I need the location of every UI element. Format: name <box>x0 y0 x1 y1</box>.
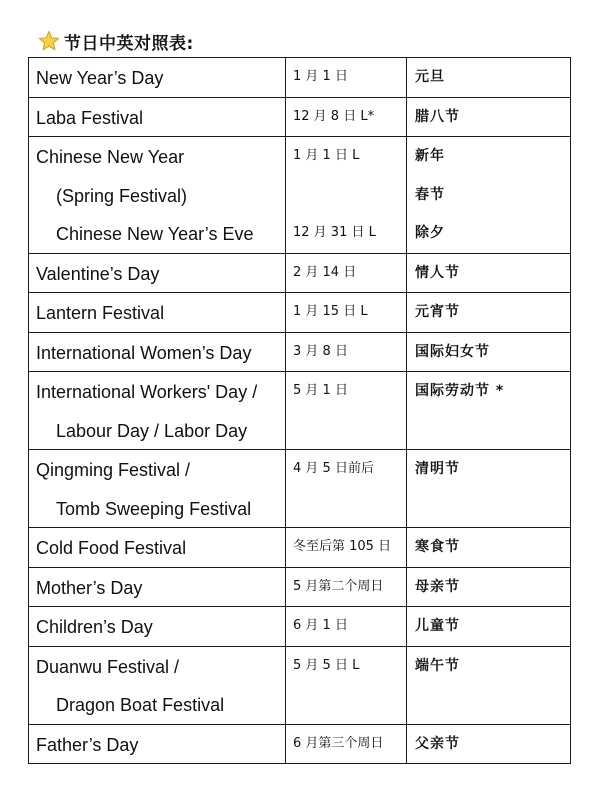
chinese-name-cell <box>407 450 571 528</box>
english-name-cell <box>29 293 286 333</box>
date-text: 6 月第三个周日 <box>293 735 384 751</box>
date-text: 12 月 8 日 L* <box>293 108 375 124</box>
english-name: Tomb Sweeping Festival <box>56 498 252 519</box>
table-row <box>29 58 571 98</box>
chinese-name <box>407 685 570 724</box>
table-row <box>29 372 571 450</box>
page-title: 节日中英对照表: <box>64 33 194 54</box>
date-cell <box>286 567 407 607</box>
english-name: Chinese New Year’s Eve <box>56 224 254 244</box>
chinese-name: 端午节 <box>415 657 460 674</box>
date-text <box>286 489 406 528</box>
english-name: Mother’s Day <box>36 577 143 598</box>
chinese-name-cell <box>407 137 571 254</box>
date-text: 5 月第二个周日 <box>293 578 384 594</box>
chinese-name: 母亲节 <box>415 578 460 595</box>
english-name: Valentine’s Day <box>36 263 160 284</box>
english-name: Cold Food Festival <box>36 538 187 558</box>
table-row <box>29 253 571 293</box>
chinese-name-cell <box>407 97 571 137</box>
english-name: Dragon Boat Festival <box>56 695 225 715</box>
chinese-name-cell <box>407 646 571 724</box>
table-row <box>29 607 571 647</box>
chinese-name: 除夕 <box>415 225 445 241</box>
date-cell <box>286 724 407 764</box>
chinese-name: 国际妇女节 <box>415 343 490 360</box>
english-name: Labour Day / Labor Day <box>56 420 248 441</box>
date-cell <box>286 332 407 372</box>
chinese-name: 元宵节 <box>415 304 460 320</box>
chinese-name-cell <box>407 253 571 293</box>
date-text: 1 月 1 日 <box>293 69 348 84</box>
date-cell <box>286 253 407 293</box>
english-name-cell <box>29 58 286 98</box>
date-text <box>286 176 406 215</box>
table-row <box>29 646 571 724</box>
date-text: 4 月 5 日前后 <box>293 461 374 476</box>
chinese-name-cell <box>407 372 571 450</box>
chinese-name: 新年 <box>415 148 445 164</box>
table-row <box>29 567 571 607</box>
chinese-name-cell <box>407 528 571 568</box>
english-name: International Women’s Day <box>36 342 252 363</box>
table-row <box>29 450 571 528</box>
date-text: 6 月 1 日 <box>293 618 348 633</box>
date-cell <box>286 97 407 137</box>
english-name-cell <box>29 97 286 137</box>
table-row <box>29 332 571 372</box>
english-name: Lantern Festival <box>36 303 165 323</box>
date-cell <box>286 58 407 98</box>
date-text: 3 月 8 日 <box>293 343 348 359</box>
english-name-cell <box>29 253 286 293</box>
english-name: New Year’s Day <box>36 68 164 88</box>
chinese-name: 情人节 <box>415 264 460 281</box>
english-name-cell <box>29 450 286 528</box>
english-name: Qingming Festival / <box>36 460 191 480</box>
chinese-name: 寒食节 <box>415 539 460 555</box>
chinese-name: 元旦 <box>415 69 445 85</box>
chinese-name <box>407 489 570 528</box>
chinese-name: 腊八节 <box>415 108 460 125</box>
chinese-name: 春节 <box>415 186 445 203</box>
chinese-name-cell <box>407 332 571 372</box>
english-name: Chinese New Year <box>36 147 185 167</box>
english-name: Duanwu Festival / <box>36 656 180 677</box>
date-text: 1 月 1 日 L <box>293 148 360 163</box>
table-row <box>29 293 571 333</box>
english-name-cell <box>29 137 286 254</box>
table-row <box>29 137 571 254</box>
date-text: 5 月 5 日 L <box>293 657 360 673</box>
date-cell <box>286 528 407 568</box>
chinese-name-cell <box>407 567 571 607</box>
chinese-name: 清明节 <box>415 461 460 477</box>
star-icon <box>38 30 60 52</box>
date-text <box>286 685 406 724</box>
page-title-block <box>38 28 194 54</box>
date-text: 2 月 14 日 <box>293 264 357 280</box>
date-text: 5 月 1 日 <box>293 383 348 398</box>
chinese-name <box>407 411 570 450</box>
chinese-name-cell <box>407 293 571 333</box>
table-row <box>29 97 571 137</box>
english-name: (Spring Festival) <box>56 185 188 206</box>
holiday-table <box>28 57 571 764</box>
date-cell <box>286 293 407 333</box>
date-cell <box>286 607 407 647</box>
date-text: 12 月 31 日 L <box>293 225 376 240</box>
chinese-name: 国际劳动节 * <box>415 383 505 399</box>
english-name: Father’s Day <box>36 734 139 755</box>
english-name: Children’s Day <box>36 617 153 637</box>
date-text: 1 月 15 日 L <box>293 304 368 319</box>
english-name-cell <box>29 332 286 372</box>
date-cell <box>286 137 407 254</box>
date-text: 冬至后第 105 日 <box>293 539 392 554</box>
chinese-name-cell <box>407 724 571 764</box>
chinese-name: 父亲节 <box>415 735 460 752</box>
table-row <box>29 724 571 764</box>
english-name-cell <box>29 646 286 724</box>
english-name: Laba Festival <box>36 107 144 128</box>
chinese-name-cell <box>407 58 571 98</box>
english-name-cell <box>29 567 286 607</box>
date-cell <box>286 372 407 450</box>
date-text <box>286 411 406 450</box>
chinese-name-cell <box>407 607 571 647</box>
english-name: International Workers' Day / <box>36 382 258 402</box>
table-row <box>29 528 571 568</box>
chinese-name: 儿童节 <box>415 618 460 634</box>
english-name-cell <box>29 724 286 764</box>
date-cell <box>286 450 407 528</box>
english-name-cell <box>29 528 286 568</box>
date-cell <box>286 646 407 724</box>
english-name-cell <box>29 607 286 647</box>
english-name-cell <box>29 372 286 450</box>
